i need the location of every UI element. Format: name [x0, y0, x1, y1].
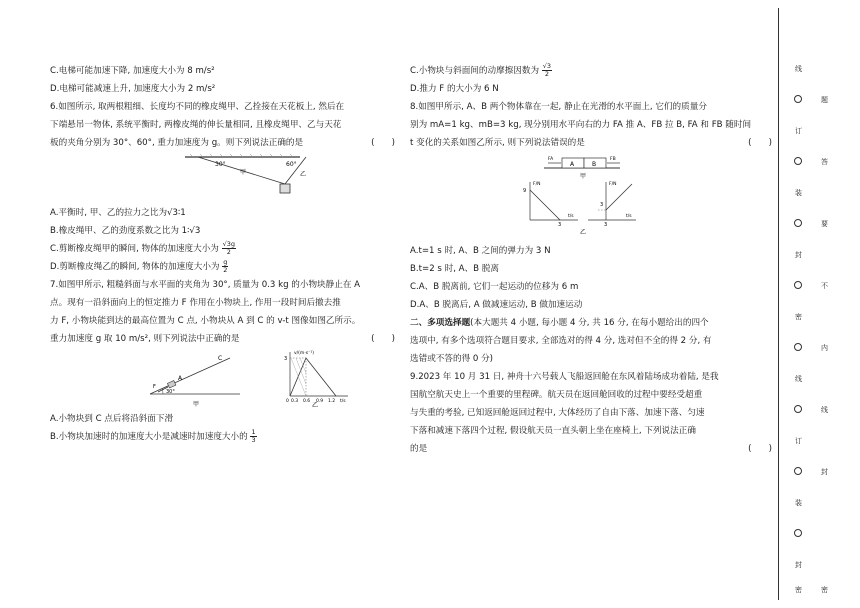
- q7-option-c-num: √3: [542, 62, 552, 70]
- section-2-desc-3: 选错或不答的得 0 分): [410, 354, 494, 364]
- q9-stem-line-5-row: [410, 440, 772, 458]
- q8-y-axis-right: F/N: [609, 182, 617, 187]
- q6-answer-bracket: ( ): [371, 138, 395, 148]
- q9-stem-line-2: 国航空航天史上一个重要的里程碑。航天员在返回舱回收的过程中要经受超重: [410, 390, 703, 400]
- q8-fb-label: FB: [610, 157, 616, 162]
- q6-figure: [50, 154, 395, 202]
- q8-y-axis-left: F/N: [533, 182, 541, 187]
- q8-stem-line-2: 别为 mA=1 kg、mB=3 kg, 现分别用水平向右的力 FA 推 A、FB 拉 B, FA 和 FB 随时间: [410, 120, 752, 130]
- binding-mark-6: 线: [795, 375, 802, 383]
- q8-option-c: C.A、B 脱离前, 它们一起运动的位移为 6 m: [410, 282, 579, 292]
- binding-mark-9: 封: [795, 561, 802, 569]
- section-2-title: 二、多项选择题: [410, 318, 471, 328]
- q7-answer-bracket: ( ): [371, 334, 395, 344]
- q8-x-tick-left: 3: [558, 222, 562, 228]
- binding-outer-4: 不: [821, 282, 828, 290]
- q6-figure-svg: [50, 154, 395, 202]
- q8-stem-line-3: t 变化的关系如图乙所示, 则下列说法错误的是: [410, 138, 585, 148]
- q8-fb-line: [606, 184, 632, 210]
- binding-mark-2: 订: [795, 127, 802, 135]
- q7-label-yi: 乙: [312, 402, 319, 408]
- q7-force-f: F: [153, 384, 156, 390]
- q8-y-tick-9: 9: [523, 188, 527, 194]
- binding-outer-1: 题: [821, 96, 828, 104]
- q7-point-a: A: [178, 375, 183, 382]
- q7-x-tick-1: 0.3: [291, 399, 299, 404]
- q6-option-d-fraction: [222, 259, 228, 274]
- binding-circle-3: [794, 219, 802, 227]
- q7-x-tick-4: 1.2: [328, 399, 336, 404]
- q7-stem-line-1: 7.如图甲所示, 粗糙斜面与水平面的夹角为 30°, 质量为 0.3 kg 的小物块静止在 A: [50, 280, 361, 290]
- q7-figure-svg: [50, 350, 395, 408]
- q6-option-c-fraction: [222, 241, 236, 256]
- q7-label-jia: 甲: [193, 401, 200, 408]
- binding-outer-3: 要: [821, 220, 828, 228]
- q7-option-c: [410, 62, 772, 80]
- q6-option-d: [50, 258, 395, 276]
- q6-option-c-text: C.剪断橡皮绳甲的瞬间, 物体的加速度大小为: [50, 244, 219, 254]
- q8-option-b: B.t=2 s 时, A、B 脱离: [410, 264, 499, 274]
- q7-x-axis-label: t/s: [340, 399, 346, 404]
- q6-option-b: B.橡皮绳甲、乙的劲度系数之比为 1∶√3: [50, 226, 201, 236]
- right-column: [410, 62, 772, 458]
- q7-vt-line: [290, 358, 336, 396]
- q9-stem-line-5: 的是: [410, 444, 428, 454]
- q6-angle-30: 30°: [215, 161, 226, 168]
- q7-stem-line-4-row: [50, 330, 395, 348]
- q7-option-b-den: 3: [251, 436, 256, 444]
- q8-answer-bracket: ( ): [748, 138, 772, 148]
- q6-stem-line-3: 板的夹角分别为 30°、60°, 重力加速度为 g。则下列说法正确的是: [50, 138, 304, 148]
- q8-block-a-label: A: [570, 161, 575, 168]
- binding-outer-8: 密: [821, 586, 828, 594]
- q5-option-c: C.电梯可能加速下降, 加速度大小为 8 m/s²: [50, 66, 215, 76]
- q6-stem-line-1: 6.如图所示, 取两根粗细、长度均不同的橡皮绳甲、乙拴接在天花板上, 然后在: [50, 102, 345, 112]
- q8-option-d: D.A、B 脱离后, A 做减速运动, B 做加速运动: [410, 300, 583, 310]
- q6-option-d-num: g: [223, 258, 228, 266]
- q7-x-tick-2: 0.6: [303, 399, 311, 404]
- hanging-block: [280, 184, 290, 193]
- q7-angle-30: 30°: [166, 389, 175, 395]
- q7-x-tick-3: 0.9: [316, 399, 324, 404]
- q8-label-jia: 甲: [580, 173, 587, 180]
- left-column: [50, 62, 395, 446]
- q7-figure: [50, 350, 395, 408]
- binding-mark-5: 密: [795, 313, 802, 321]
- q6-option-a: A.平衡时, 甲、乙的拉力之比为√3∶1: [50, 208, 186, 218]
- q7-stem-line-2: 点。现有一沿斜面向上的恒定推力 F 作用在小物块上, 作用一段时间后撤去推: [50, 298, 341, 308]
- binding-circle-6: [794, 405, 802, 413]
- section-2-desc-2: 选项中, 有多个选项符合题目要求, 全部选对的得 4 分, 选对但不全的得 2 分, 有: [410, 336, 712, 346]
- q6-label-jia: 甲: [240, 169, 247, 176]
- section-2-desc-1: (本大题共 4 小题, 每小题 4 分, 共 16 分, 在每小题给出的四个: [470, 318, 709, 328]
- q9-answer-bracket: ( ): [748, 444, 772, 454]
- q6-option-d-den: 2: [223, 266, 228, 274]
- binding-outer-5: 内: [821, 344, 828, 352]
- q8-figure: [410, 154, 772, 240]
- q6-option-c-den: 2: [226, 248, 231, 256]
- binding-mark-3: 装: [795, 189, 802, 197]
- binding-circle-8: [794, 529, 802, 537]
- binding-circle-2: [794, 157, 802, 165]
- binding-circle-7: [794, 467, 802, 475]
- q6-option-d-text: D.剪断橡皮绳乙的瞬间, 物体的加速度大小为: [50, 262, 220, 272]
- q7-option-b-fraction: [250, 429, 256, 444]
- q7-point-c: C: [218, 355, 223, 362]
- q6-option-c: [50, 240, 395, 258]
- q9-stem-line-3: 与失重的考验, 已知返回舱返回过程中, 大体经历了自由下落、加速下落、匀速: [410, 408, 705, 418]
- binding-mark-1: 线: [795, 65, 802, 73]
- binding-mark-7: 订: [795, 437, 802, 445]
- binding-mark-8: 装: [795, 499, 802, 507]
- binding-outer-6: 线: [821, 406, 828, 414]
- q8-block-b-label: B: [592, 161, 597, 168]
- q6-stem-line-2: 下端悬吊一物体, 系统平衡时, 两橡皮绳的伸长量相同, 且橡皮绳甲、乙与天花: [50, 120, 342, 130]
- q8-x-tick-right: 3: [604, 222, 608, 228]
- q7-option-c-text: C.小物块与斜面间的动摩擦因数为: [410, 66, 540, 76]
- q6-stem-line-3-row: [50, 134, 395, 152]
- binding-circle-5: [794, 343, 802, 351]
- section-2-header: [410, 314, 772, 332]
- binding-circle-4: [794, 281, 802, 289]
- q8-x-axis-right: t/s: [626, 214, 632, 219]
- q8-figure-svg: [410, 154, 772, 240]
- q7-x-tick-0: 0: [286, 399, 289, 404]
- q6-angle-60: 60°: [286, 161, 297, 168]
- q8-x-axis-left: t/s: [568, 214, 574, 219]
- q7-option-b: [50, 428, 395, 446]
- binding-circle-1: [794, 95, 802, 103]
- binding-mark-10: 密: [795, 586, 802, 594]
- binding-line: [778, 8, 779, 600]
- q7-option-b-text: B.小物块加速时的加速度大小是减速时加速度大小的: [50, 432, 248, 442]
- q8-stem-line-1: 8.如图甲所示, A、B 两个物体靠在一起, 静止在光滑的水平面上, 它们的质量分: [410, 102, 707, 112]
- binding-margin: [778, 0, 860, 608]
- q7-stem-line-3: 力 F, 小物块能到达的最高位置为 C 点, 小物块从 A 到 C 的 v-t 图像如图乙所示。: [50, 316, 361, 326]
- q7-option-a: A.小物块到 C 点后将沿斜面下滑: [50, 414, 174, 424]
- q8-fa-label: FA: [548, 157, 554, 162]
- q7-y-tick-3: 3: [284, 356, 288, 362]
- q6-option-c-num: √3g: [222, 240, 236, 248]
- q7-option-c-den: 2: [544, 70, 549, 78]
- q7-option-d: D.推力 F 的大小为 6 N: [410, 84, 499, 94]
- q7-option-b-num: 1: [251, 428, 256, 436]
- q6-label-yi: 乙: [300, 171, 307, 178]
- q7-y-axis-label: v/(m·s⁻¹): [294, 351, 315, 356]
- binding-outer-7: 封: [821, 468, 828, 476]
- q8-y-tick-3: 3: [600, 202, 604, 208]
- binding-outer-2: 答: [821, 158, 828, 166]
- binding-mark-4: 封: [795, 251, 802, 259]
- q8-label-yi: 乙: [580, 229, 587, 236]
- q9-stem-line-4: 下落和减速下落四个过程, 假设航天员一直头朝上坐在座椅上, 下列说法正确: [410, 426, 696, 436]
- q7-option-c-fraction: [542, 63, 552, 78]
- q8-fa-line: [530, 190, 560, 220]
- q8-stem-line-3-row: [410, 134, 772, 152]
- q5-option-d: D.电梯可能减速上升, 加速度大小为 2 m/s²: [50, 84, 216, 94]
- q7-stem-line-4: 重力加速度 g 取 10 m/s², 则下列说法中正确的是: [50, 334, 240, 344]
- q9-stem-line-1: 9.2023 年 10 月 31 日, 神舟十六号载人飞船返回舱在东风着陆场成功着陆, 是我: [410, 372, 719, 382]
- q8-option-a: A.t=1 s 时, A、B 之间的弹力为 3 N: [410, 246, 551, 256]
